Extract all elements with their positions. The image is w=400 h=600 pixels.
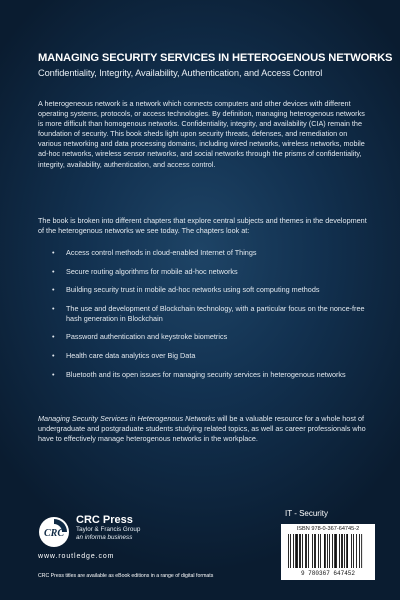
chapter-item: [52, 304, 374, 324]
isbn-barcode: [281, 524, 375, 580]
chapter-item: [52, 332, 374, 342]
bullet-icon: •: [52, 369, 55, 379]
isbn-text: ISBN 978-0-367-64745-2: [296, 526, 360, 532]
chapter-list: [52, 248, 374, 388]
description-paragraph-2: The book is broken into different chapters that explore central subjects and themes in the development of the heterogenous networks we see today. The chapters look at:: [38, 216, 367, 236]
chapter-item: [52, 248, 374, 258]
bullet-icon: •: [52, 266, 55, 276]
chapter-item-text: Bluetooth and its open issues for managing security services in heterogenous networks: [66, 369, 346, 379]
bullet-icon: •: [52, 303, 55, 313]
publisher-tagline: an informa business: [76, 534, 133, 541]
description-paragraph-1: A heterogeneous network is a network which connects computers and other devices with different operating systems, protocols, or access technologies. By definition, managing heterogenous networks is more difficult than homogenous networks. Confidentiality, integrity, and availability (CIA) remain the foundation of security. This book sheds light upon security threats, defenses, and remediation on various networking and data processing domains, including wired networks, wireless networks, mobile ad-hoc networks, wireless sensor networks, and social networks through the prisms of confidentiality, integrity, availability, authentication, and access control.: [38, 99, 365, 169]
book-title: MANAGING SECURITY SERVICES IN HETEROGENOUS NETWORKS: [38, 52, 393, 64]
chapter-item-text: Building security trust in mobile ad-hoc networks using soft computing methods: [66, 285, 320, 295]
publisher-group: Taylor & Francis Group: [76, 526, 141, 533]
bullet-icon: •: [52, 248, 55, 257]
publisher-logo: [38, 514, 178, 550]
chapter-item-text: Health care data analytics over Big Data: [66, 351, 196, 361]
chapter-item-text: Access control methods in cloud-enabled Internet of Things: [66, 248, 257, 257]
chapter-item: [52, 370, 374, 380]
ebook-footnote: CRC Press titles are available as eBook editions in a range of digital formats: [38, 573, 214, 579]
closing-book-title: Managing Security Services in Heterogenous Networks: [38, 414, 216, 423]
publisher-name-block: [76, 514, 140, 542]
chapter-item: [52, 351, 374, 361]
publisher-name: CRC Press: [76, 514, 133, 526]
chapter-item: [52, 267, 374, 277]
closing-text: will be a valuable resource for a whole host of undergraduate and postgraduate students studying related topics, as well as career professionals who have to effectively manage heterogenous networks in the workplace.: [38, 414, 366, 444]
publisher-url: www.routledge.com: [38, 553, 115, 560]
bullet-icon: •: [52, 351, 55, 361]
chapter-item-text: The use and development of Blockchain technology, with a particular focus on the nonce-free hash generation in Blockchain: [66, 303, 365, 323]
barcode-icon: [287, 534, 369, 570]
chapter-item-text: Password authentication and keystroke biometrics: [66, 332, 228, 342]
closing-paragraph: [38, 414, 372, 444]
bullet-icon: •: [52, 332, 55, 342]
barcode-digits: 9 780367 647452: [300, 570, 355, 577]
bullet-icon: •: [52, 285, 55, 295]
category-label: IT - Security: [285, 509, 328, 518]
chapter-item: [52, 285, 374, 295]
chapter-item-text: Secure routing algorithms for mobile ad-hoc networks: [66, 266, 238, 276]
crc-logo-text: CRC: [43, 528, 65, 539]
crc-logo-icon: [38, 516, 70, 548]
book-subtitle: Confidentiality, Integrity, Availability, Authentication, and Access Control: [38, 68, 323, 78]
